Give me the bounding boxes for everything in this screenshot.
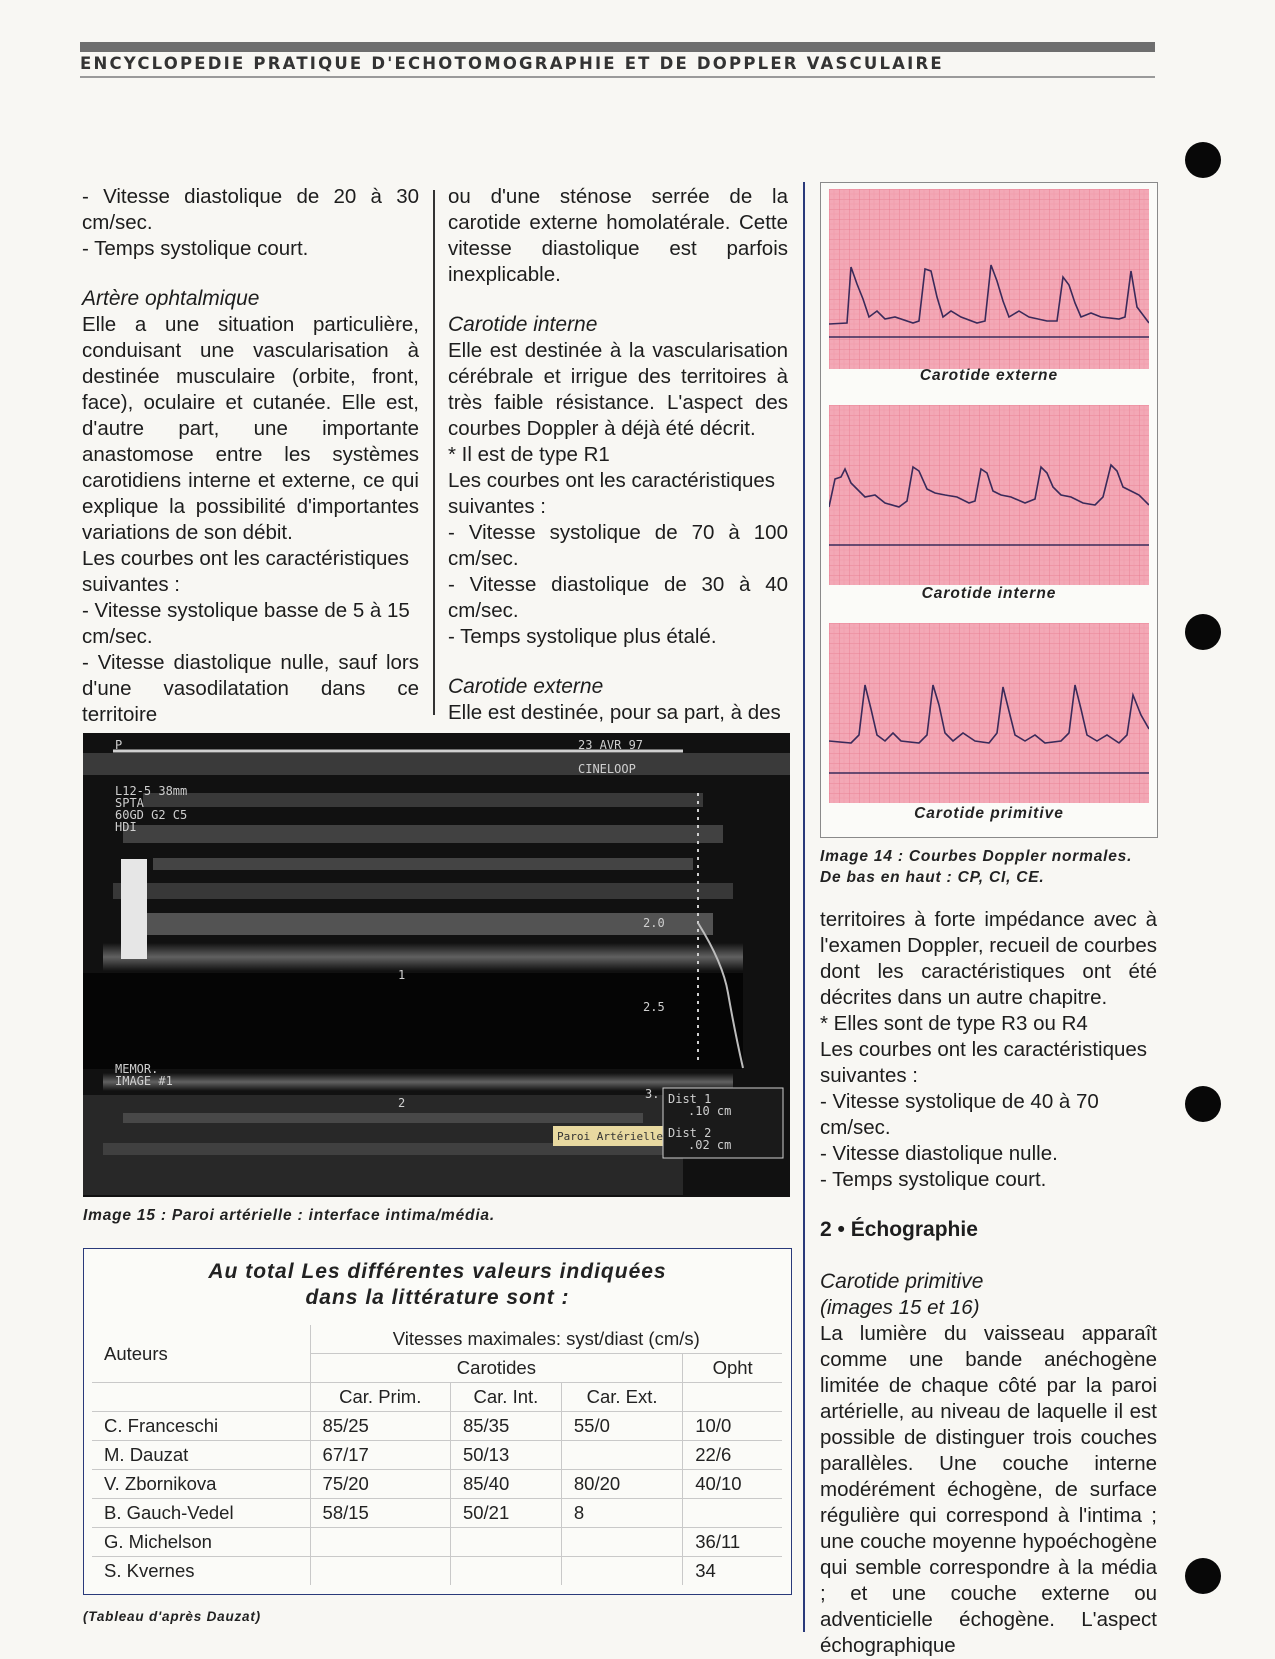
column-divider (433, 190, 435, 715)
section-heading: Artère ophtalmique (82, 287, 260, 310)
values-table-box (83, 1248, 792, 1595)
cell-author: B. Gauch-Vedel (92, 1499, 310, 1528)
values-table (92, 1325, 782, 1585)
cell-opht: 22/6 (683, 1441, 782, 1470)
cell-int: 50/13 (450, 1441, 561, 1470)
list-item: - Vitesse systolique de 70 à 100 cm/sec. (448, 521, 788, 570)
paragraph: territoires à forte impédance avec à l'examen Doppler, recueil de courbes dont les caractéristiques ont été décrites dans un autre chapitre. (820, 908, 1157, 1009)
overlay-date: 23 AVR 97 (578, 738, 644, 752)
depth-marker: 2.5 (643, 1000, 665, 1014)
list-item: - Temps systolique plus étalé. (448, 625, 717, 648)
table-cell (92, 1383, 310, 1412)
cell-prim (310, 1557, 450, 1586)
cell-opht: 36/11 (683, 1528, 782, 1557)
paragraph: Les courbes ont les caractéristiques suivantes : (820, 1038, 1148, 1087)
cell-ext: 8 (561, 1499, 682, 1528)
caliper-marker: 2 (398, 1096, 406, 1110)
cell-prim (310, 1528, 450, 1557)
overlay-text: MEMOR. (115, 1062, 159, 1076)
doppler-trace-carotide-interne (829, 405, 1149, 585)
figure-14 (820, 182, 1158, 838)
header-bar (80, 42, 1155, 52)
table-cell (683, 1383, 782, 1412)
doppler-trace-carotide-externe (829, 189, 1149, 369)
list-item: - Vitesse diastolique nulle, sauf lors d'une vasodilatation dans ce territoire (82, 651, 419, 726)
caliper-marker: 1 (398, 968, 406, 982)
table-title (84, 1259, 791, 1311)
figure-14-caption (820, 846, 1160, 888)
cell-author: V. Zbornikova (92, 1470, 310, 1499)
table-row (92, 1441, 782, 1470)
table-subheader-row (92, 1383, 782, 1412)
figure-label: Carotide interne (921, 585, 1057, 602)
cell-int: 85/35 (450, 1412, 561, 1441)
header-rule (80, 76, 1155, 78)
section-subheading: (images 15 et 16) (820, 1296, 980, 1319)
list-item: - Vitesse diastolique de 30 à 40 cm/sec. (448, 573, 788, 622)
list-item: - Vitesse diastolique nulle. (820, 1142, 1058, 1165)
cell-opht: 34 (683, 1557, 782, 1586)
cell-ext: 80/20 (561, 1470, 682, 1499)
paragraph: Les courbes ont les caractéristiques suivantes : (82, 547, 410, 596)
header-car-int: Car. Int. (450, 1383, 561, 1412)
doppler-trace-carotide-primitive (829, 623, 1149, 803)
cell-ext: 55/0 (561, 1412, 682, 1441)
overlay-text: CINELOOP (578, 762, 636, 776)
cell-int (450, 1528, 561, 1557)
binder-hole (1185, 1086, 1221, 1122)
list-item: - Vitesse systolique basse de 5 à 15 cm/sec. (82, 599, 410, 648)
overlay-text: P (115, 738, 123, 752)
cell-opht: 10/0 (683, 1412, 782, 1441)
measurement-value: .02 cm (688, 1138, 732, 1152)
cell-author: G. Michelson (92, 1528, 310, 1557)
text-line: * Il est de type R1 (448, 443, 610, 466)
paragraph: Elle a une situation particulière, conduisant une vascularisation à destinée musculaire (orbite, front, face), oculaire et cutanée. Elle est, d'autre part, une importante anastomose entre les systèmes carotidiens interne et externe, ce qui explique la possibilité d'importantes variations de son débit. (82, 313, 419, 544)
section-title: 2 • Échographie (820, 1218, 978, 1241)
page-header: ENCYCLOPEDIE PRATIQUE D'ECHOTOMOGRAPHIE ET DE DOPPLER VASCULAIRE (80, 54, 944, 73)
column-3 (820, 907, 1157, 1659)
binder-hole (1185, 614, 1221, 650)
depth-marker: 2.0 (643, 916, 665, 930)
table-row (92, 1412, 782, 1441)
header-carotides: Carotides (310, 1354, 683, 1383)
cell-ext (561, 1528, 682, 1557)
ultrasound-image (83, 733, 790, 1197)
table-row (92, 1528, 782, 1557)
cell-ext (561, 1557, 682, 1586)
cell-prim: 67/17 (310, 1441, 450, 1470)
measurement-value: .10 cm (688, 1104, 732, 1118)
annotation-label: Paroi Artérielle (557, 1130, 663, 1143)
text-line: * Elles sont de type R3 ou R4 (820, 1012, 1088, 1035)
caption-line: Image 14 : Courbes Doppler normales. (820, 848, 1133, 865)
overlay-text: L12-5 38mm (115, 784, 188, 798)
paragraph: ou d'une sténose serrée de la carotide externe homolatérale. Cette vitesse diastolique est parfois inexplicable. (448, 185, 788, 286)
table-row (92, 1470, 782, 1499)
cell-author: M. Dauzat (92, 1441, 310, 1470)
measurement-label: Dist 2 (668, 1126, 712, 1140)
header-car-ext: Car. Ext. (561, 1383, 682, 1412)
depth-marker: 3. (645, 1087, 660, 1101)
paragraph: Elle est destinée à la vascularisation cérébrale et irrigue des territoires à très faible résistance. L'aspect des courbes Doppler à déjà été décrit. (448, 339, 788, 440)
header-opht: Opht (683, 1354, 782, 1383)
header-group: Vitesses maximales: syst/diast (cm/s) (310, 1325, 782, 1354)
cell-author: C. Franceschi (92, 1412, 310, 1441)
column-divider (803, 182, 805, 1632)
table-source: (Tableau d'après Dauzat) (83, 1609, 261, 1624)
section-heading: Carotide externe (448, 675, 604, 698)
paragraph: La lumière du vaisseau apparaît comme une bande anéchogène limitée de chaque côté par la paroi artérielle, au niveau de laquelle il est possible de distinguer trois couches parallèles. Une couche interne modérément échogène, de surface régulière qui correspond à l'intima ; une couche moyenne hypoéchogène qui semble correspondre à la média ; et une couche externe ou adventicielle échogène. L'aspect échographique (820, 1322, 1157, 1657)
column-2 (448, 184, 788, 726)
header-authors: Auteurs (92, 1325, 310, 1383)
table-row (92, 1557, 782, 1586)
cell-ext (561, 1441, 682, 1470)
cell-opht (683, 1499, 782, 1528)
paragraph: Elle est destinée, pour sa part, à des (448, 701, 781, 724)
table-row (92, 1499, 782, 1528)
caption-line: De bas en haut : CP, CI, CE. (820, 869, 1045, 886)
cell-prim: 85/25 (310, 1412, 450, 1441)
binder-hole (1185, 142, 1221, 178)
text-line: - Vitesse diastolique de 20 à 30 cm/sec. (82, 185, 419, 234)
overlay-text: 60GD G2 C5 (115, 808, 188, 822)
column-1 (82, 184, 419, 728)
cell-int (450, 1557, 561, 1586)
paragraph: Les courbes ont les caractéristiques suivantes : (448, 469, 776, 518)
table-title-line: Au total Les différentes valeurs indiquées (208, 1260, 667, 1283)
overlay-text: SPTA (115, 796, 144, 810)
header-car-prim: Car. Prim. (310, 1383, 450, 1412)
figure-15-caption: Image 15 : Paroi artérielle : interface intima/média. (83, 1207, 495, 1224)
cell-author: S. Kvernes (92, 1557, 310, 1586)
text-line: - Temps systolique court. (82, 237, 309, 260)
cell-prim: 75/20 (310, 1470, 450, 1499)
overlay-text: HDI (115, 820, 137, 834)
table-title-line: dans la littérature sont : (305, 1286, 570, 1309)
table-header-row (92, 1325, 782, 1354)
measurement-label: Dist 1 (668, 1092, 712, 1106)
cell-opht: 40/10 (683, 1470, 782, 1499)
binder-hole (1185, 1558, 1221, 1594)
cell-prim: 58/15 (310, 1499, 450, 1528)
cell-int: 50/21 (450, 1499, 561, 1528)
figure-label: Carotide primitive (914, 805, 1064, 822)
section-heading: Carotide interne (448, 313, 598, 336)
overlay-text: IMAGE #1 (115, 1074, 173, 1088)
figure-label: Carotide externe (919, 367, 1059, 384)
list-item: - Vitesse systolique de 40 à 70 cm/sec. (820, 1090, 1099, 1139)
cell-int: 85/40 (450, 1470, 561, 1499)
section-heading: Carotide primitive (820, 1270, 984, 1293)
list-item: - Temps systolique court. (820, 1168, 1047, 1191)
